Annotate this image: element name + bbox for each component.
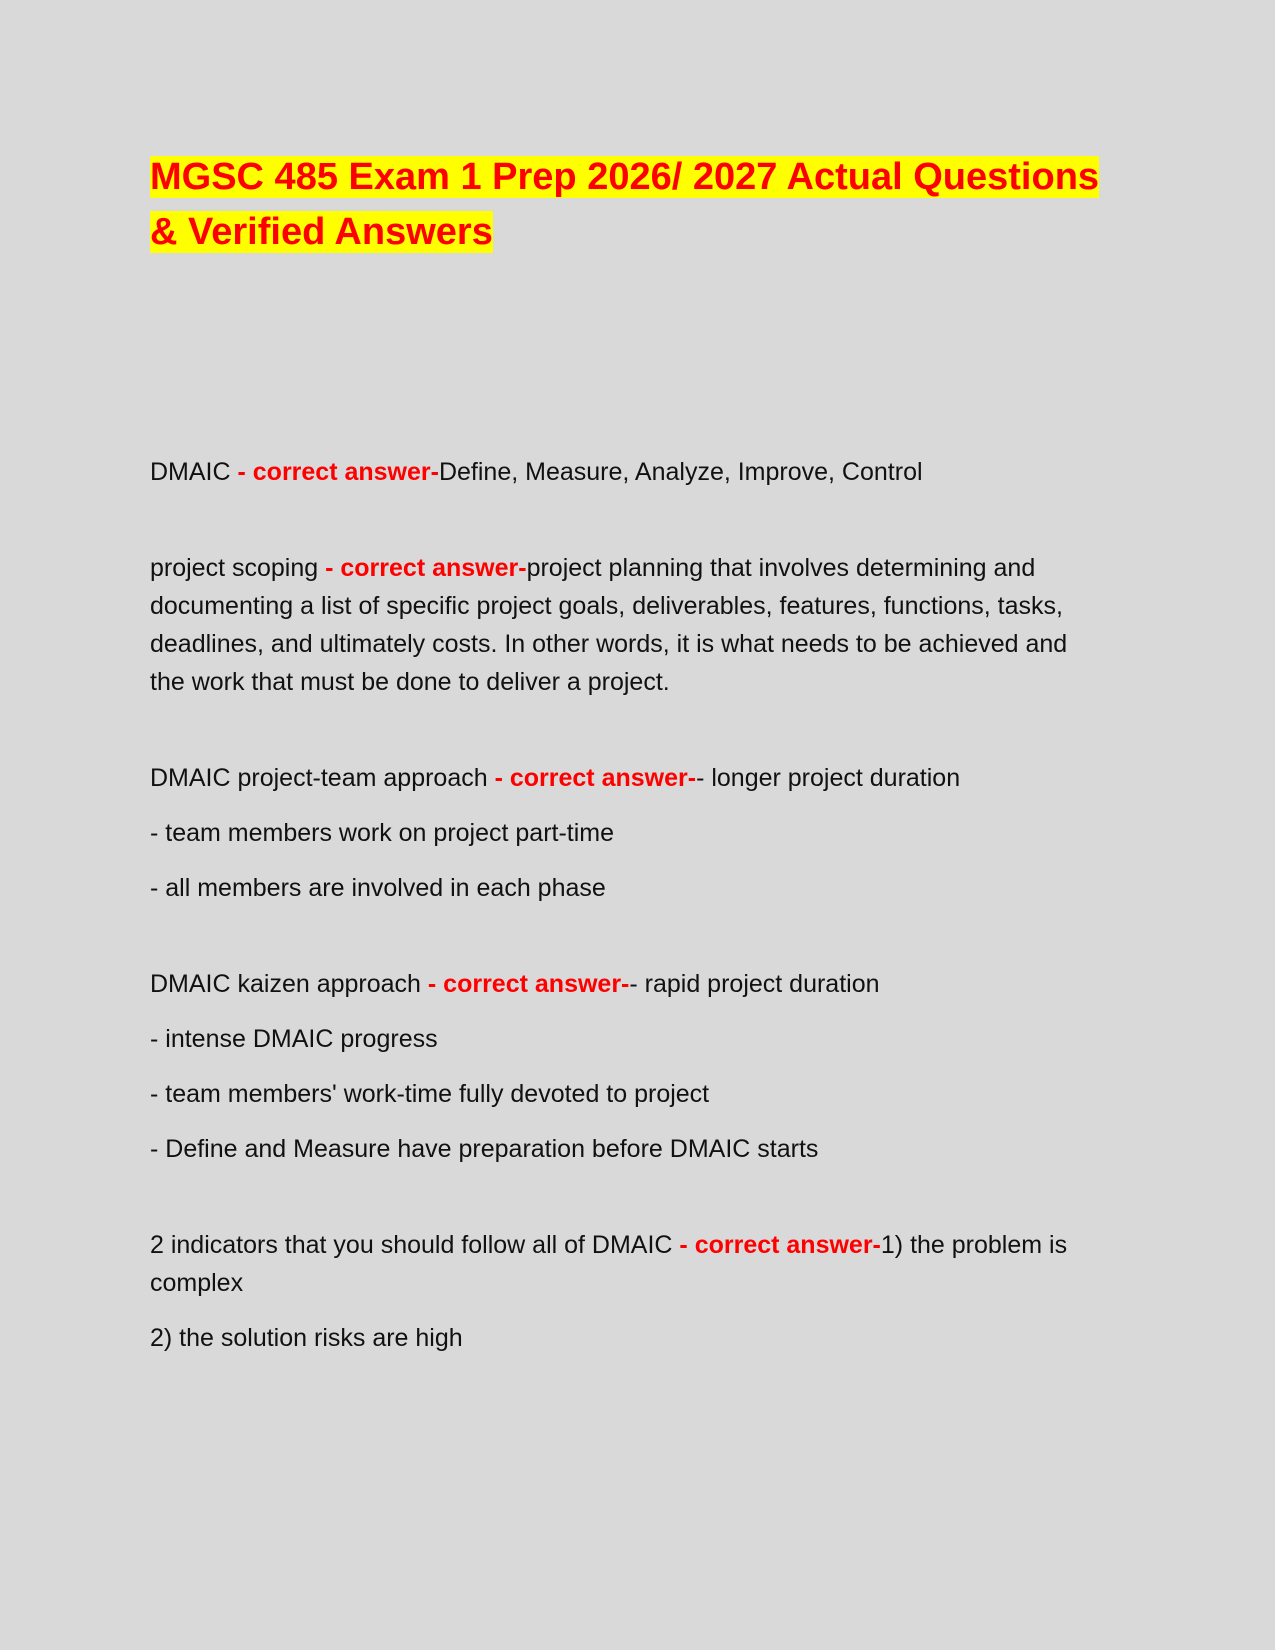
correct-answer-label: - correct answer- [427, 970, 630, 998]
question-term: project scoping [150, 554, 326, 582]
qa-entry-project-scoping [150, 549, 1075, 701]
answer-bullet: - team members work on project part-time [150, 819, 615, 847]
qa-line [150, 453, 1075, 491]
answer-bullet: - Define and Measure have preparation before DMAIC starts [150, 1135, 819, 1163]
correct-answer-label: - correct answer- [679, 1231, 881, 1259]
answer-text: - longer project duration [696, 764, 961, 792]
question-term: 2 indicators that you should follow all of DMAIC [150, 1231, 680, 1259]
question-term: DMAIC [150, 458, 238, 486]
question-term: DMAIC project-team approach [150, 764, 495, 792]
question-term: DMAIC kaizen approach [150, 970, 428, 998]
qa-line [150, 549, 1075, 701]
qa-entries [150, 453, 1075, 1357]
qa-entry-indicators [150, 1226, 1075, 1357]
answer-text: - rapid project duration [629, 970, 880, 998]
correct-answer-label: - correct answer- [325, 554, 527, 582]
document-title [150, 150, 1120, 260]
answer-text: 1) the problem is complex [150, 1231, 1068, 1297]
title-highlight: MGSC 485 Exam 1 Prep 2026/ 2027 Actual Questions & Verified Answers [150, 156, 1100, 253]
answer-bullet: - intense DMAIC progress [150, 1025, 438, 1053]
qa-line [150, 759, 1075, 797]
answer-bullet: 2) the solution risks are high [150, 1324, 463, 1352]
answer-text: Define, Measure, Analyze, Improve, Control [438, 458, 923, 486]
answer-text: project planning that involves determining and documenting a list of specific project goals, deliverables, features, functions, tasks, deadlines, and ultimately costs. In other words, it is what needs to be achieved and the work that must be done to deliver a project. [150, 554, 1068, 696]
qa-line [150, 965, 1075, 1003]
qa-entry-project-team-approach [150, 759, 1075, 907]
answer-bullet: - all members are involved in each phase [150, 874, 606, 902]
correct-answer-label: - correct answer- [237, 458, 439, 486]
answer-bullet: - team members' work-time fully devoted to project [150, 1080, 710, 1108]
qa-entry-kaizen-approach [150, 965, 1075, 1168]
qa-entry-dmaic [150, 453, 1075, 491]
correct-answer-label: - correct answer- [494, 764, 697, 792]
qa-line [150, 1226, 1075, 1302]
